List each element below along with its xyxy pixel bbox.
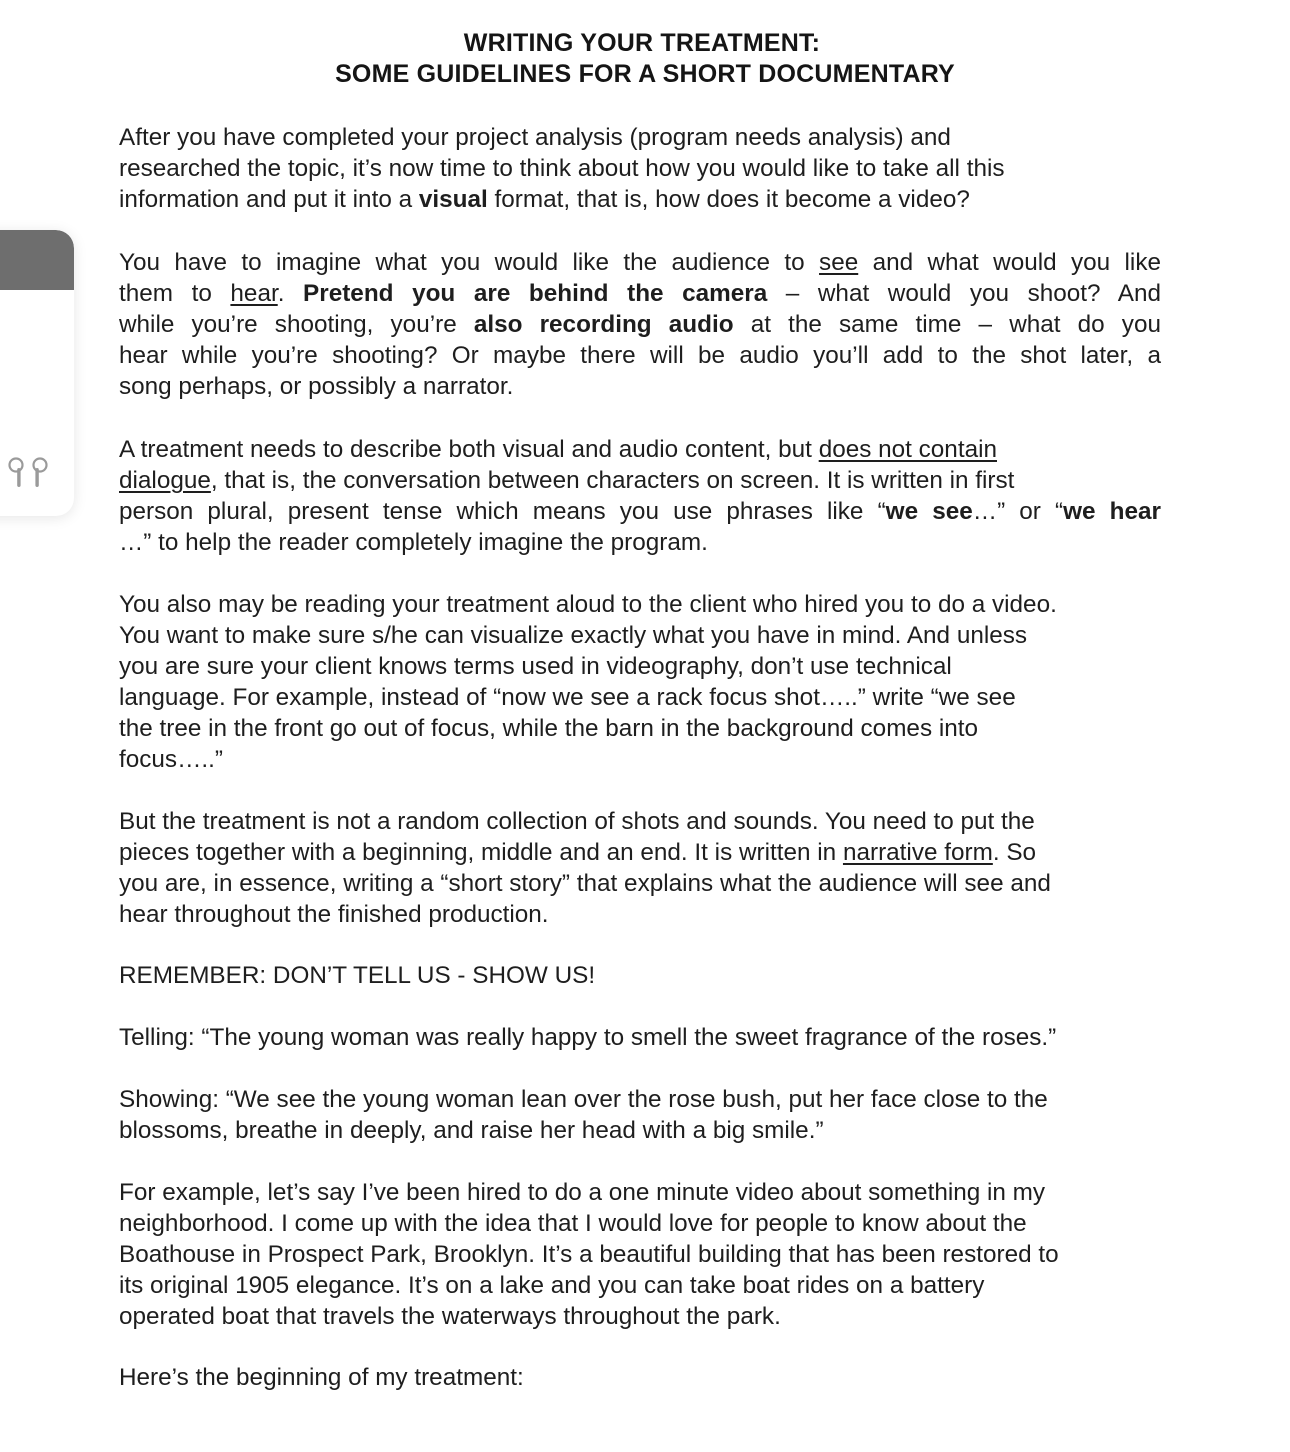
- underlined-text: narrative form: [842, 839, 993, 866]
- paragraph-line: [119, 247, 1161, 278]
- paragraph-line: researched the topic, it’s now time to think about how you would like to take all this: [119, 155, 1005, 182]
- paragraph-line: But the treatment is not a random collection of shots and sounds. You need to put the: [119, 808, 1035, 835]
- paragraph-line: song perhaps, or possibly a narrator.: [119, 373, 514, 400]
- paragraph-intro: [119, 122, 1161, 215]
- paragraph-line: You also may be reading your treatment aloud to the client who hired you to do a video.: [119, 591, 1057, 618]
- paragraph-line: blossoms, breathe in deeply, and raise her head with a big smile.”: [119, 1117, 824, 1144]
- text-run: while you’re shooting, you’re: [119, 311, 474, 338]
- showing-example: [119, 1084, 1161, 1146]
- text-run: – what would you shoot? And: [767, 280, 1161, 307]
- document-title-line2: SOME GUIDELINES FOR A SHORT DOCUMENTARY: [335, 60, 955, 88]
- paragraph-line: [119, 309, 1161, 340]
- paragraph-line: hear throughout the finished production.: [119, 901, 549, 928]
- paragraph-line: You want to make sure s/he can visualize exactly what you have in mind. And unless: [119, 622, 1028, 649]
- text-run: , that is, the conversation between characters on screen. It is written in first: [210, 467, 1015, 494]
- telling-example: [119, 1022, 1179, 1053]
- underlined-text: hear: [230, 280, 278, 307]
- paragraph-line: focus…..”: [119, 746, 223, 773]
- paragraph-line: …” to help the reader completely imagine the program.: [119, 529, 708, 556]
- paragraph-line: For example, let’s say I’ve been hired to do a one minute video about something in my: [119, 1179, 1046, 1206]
- paragraph-narrative: [119, 806, 1161, 930]
- text-run: . So: [992, 839, 1037, 866]
- text-run: format, that is, how does it become a video?: [487, 186, 970, 213]
- paragraph-client: [119, 589, 1161, 775]
- audio-device-overlay[interactable]: [0, 230, 74, 516]
- text-run: .: [277, 280, 304, 307]
- paragraph-line: you are, in essence, writing a “short story” that explains what the audience will see and: [119, 870, 1051, 897]
- closing-line: [119, 1362, 1161, 1393]
- bold-text: visual: [418, 186, 488, 213]
- paragraph-line: Showing: “We see the young woman lean over the rose bush, put her face close to the: [119, 1086, 1048, 1113]
- text-run: information and put it into a: [119, 186, 419, 213]
- underlined-text: does not contain: [818, 436, 997, 463]
- paragraph-line: the tree in the front go out of focus, while the barn in the background comes into: [119, 715, 979, 742]
- paragraph-line: Here’s the beginning of my treatment:: [119, 1364, 524, 1391]
- paragraph-line: neighborhood. I come up with the idea that I would love for people to know about the: [119, 1210, 1027, 1237]
- remember-line: [119, 960, 1161, 991]
- paragraph-imagine: [119, 247, 1161, 402]
- text-run: them to: [119, 280, 231, 307]
- paragraph-line: Telling: “The young woman was really happy to smell the sweet fragrance of the roses.”: [119, 1024, 1057, 1051]
- paragraph-line: [119, 496, 1161, 527]
- bold-text: also recording audio: [473, 311, 734, 338]
- bold-text: we see: [885, 498, 973, 525]
- text-run: A treatment needs to describe both visual and audio content, but: [119, 436, 819, 463]
- underlined-text: see: [819, 249, 859, 276]
- overlay-header-tab[interactable]: [0, 230, 74, 290]
- paragraph-line: REMEMBER: DON’T TELL US - SHOW US!: [119, 962, 596, 989]
- text-run: at the same time – what do you: [733, 311, 1161, 338]
- paragraph-line: operated boat that travels the waterways throughout the park.: [119, 1303, 781, 1330]
- paragraph-line: [119, 184, 1161, 215]
- text-run: You have to imagine what you would like the audience to: [119, 249, 820, 276]
- paragraph-line: Boathouse in Prospect Park, Brooklyn. It’s a beautiful building that has been restored to: [119, 1241, 1059, 1268]
- text-run: pieces together with a beginning, middle and an end. It is written in: [119, 839, 843, 866]
- text-run: person plural, present tense which means you use phrases like “: [119, 498, 886, 525]
- paragraph-line: you are sure your client knows terms used in videography, don’t use technical: [119, 653, 952, 680]
- paragraph-line: [119, 837, 1161, 868]
- document-title-line1: WRITING YOUR TREATMENT:: [463, 29, 821, 57]
- text-run: …” or “: [972, 498, 1064, 525]
- underlined-text: dialogue: [119, 467, 211, 494]
- text-run: and what would you like: [858, 249, 1161, 276]
- paragraph-line: language. For example, instead of “now we see a rack focus shot…..” write “we see: [119, 684, 1016, 711]
- paragraph-boathouse-example: [119, 1177, 1161, 1332]
- paragraph-line: After you have completed your project analysis (program needs analysis) and: [119, 124, 951, 151]
- airpods-icon[interactable]: [4, 456, 52, 490]
- paragraph-line: hear while you’re shooting? Or maybe there will be audio you’ll add to the shot later, a: [119, 342, 1161, 369]
- paragraph-line: [119, 465, 1161, 496]
- paragraph-line: [119, 278, 1161, 309]
- paragraph-line: its original 1905 elegance. It’s on a lake and you can take boat rides on a battery: [119, 1272, 985, 1299]
- paragraph-treatment-definition: [119, 434, 1161, 558]
- paragraph-line: [119, 434, 1161, 465]
- bold-text: Pretend you are behind the camera: [303, 280, 768, 307]
- bold-text: we hear: [1063, 498, 1161, 525]
